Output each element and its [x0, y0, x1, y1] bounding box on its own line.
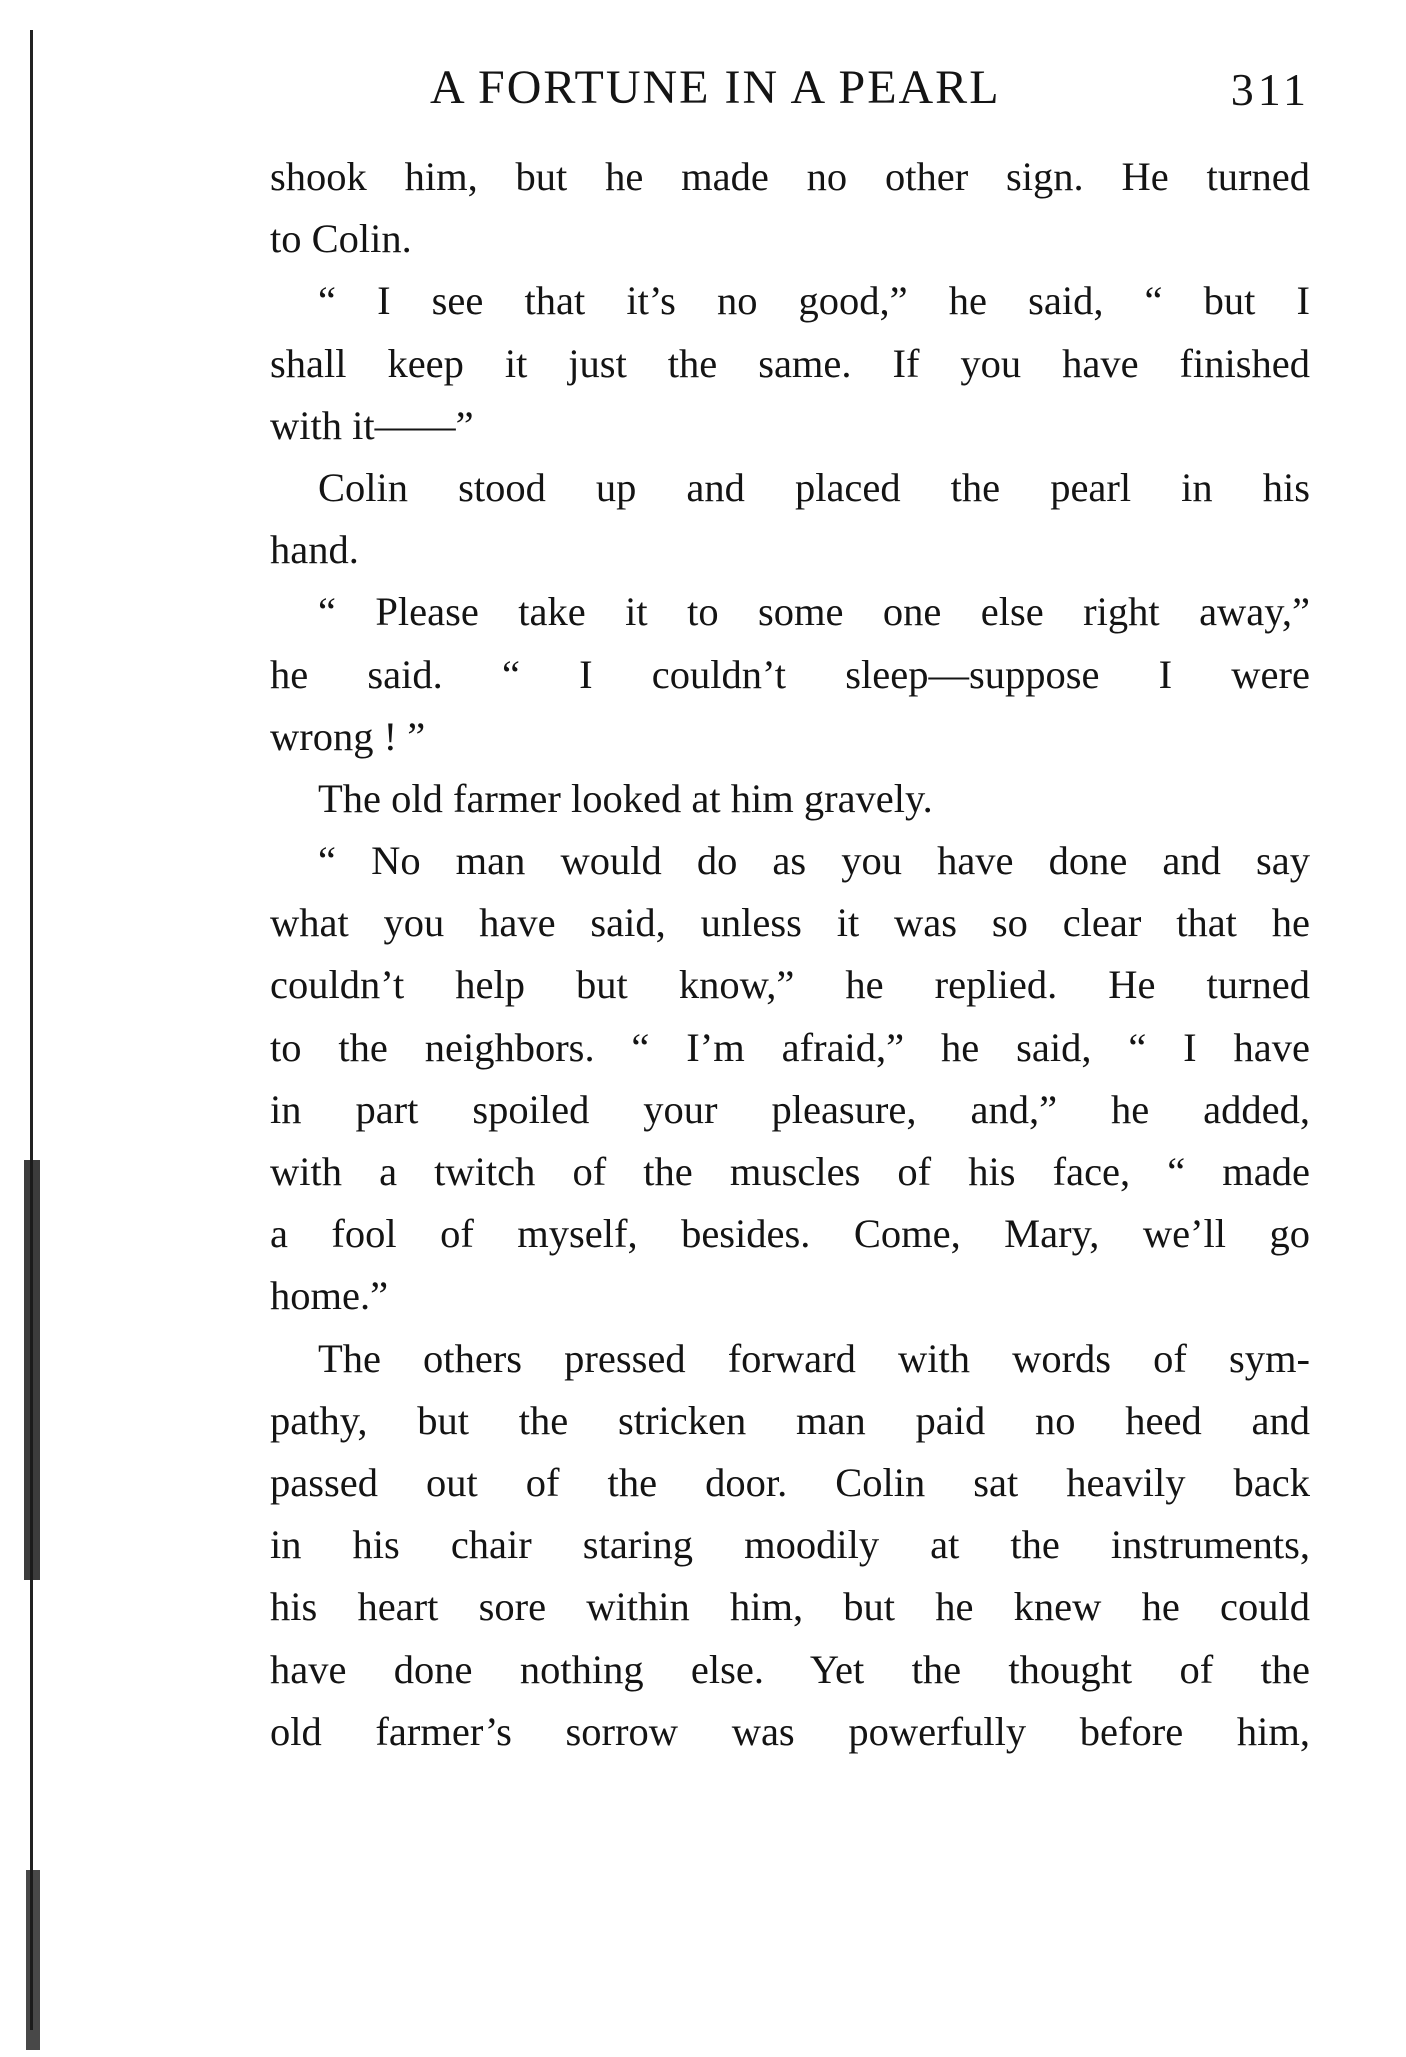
text-line: pathy, but the stricken man paid no heed and	[270, 1397, 1310, 1443]
text-line: shall keep it just the same. If you have finished	[270, 340, 1310, 386]
binding-shadow	[24, 1160, 40, 1580]
binding-shadow	[26, 1870, 40, 2050]
binding-line	[30, 30, 33, 2030]
page-number: 311	[1230, 64, 1310, 115]
running-title: A FORTUNE IN A PEARL	[430, 61, 1001, 114]
text-line: his heart sore within him, but he knew he could	[270, 1584, 1310, 1630]
page-header	[270, 58, 1310, 118]
text-line: he said. “ I couldn’t sleep—suppose I were	[270, 651, 1310, 697]
text-line: couldn’t help but know,” he replied. He turned	[270, 962, 1310, 1008]
text-line: “ No man would do as you have done and say	[318, 838, 1310, 884]
text-line: to Colin.	[270, 216, 412, 262]
text-line: Colin stood up and placed the pearl in his	[318, 464, 1310, 510]
text-line: with a twitch of the muscles of his face, “ made	[270, 1149, 1310, 1194]
text-line: hand.	[270, 527, 359, 573]
text-line: a fool of myself, besides. Come, Mary, we’ll go	[270, 1211, 1310, 1257]
text-line: The others pressed forward with words of sym-	[318, 1335, 1310, 1381]
text-line: with it——”	[270, 402, 474, 448]
text-line: in part spoiled your pleasure, and,” he added,	[270, 1086, 1310, 1132]
body-text	[270, 146, 1310, 1763]
text-line: in his chair staring moodily at the instruments,	[270, 1522, 1310, 1568]
text-line: “ Please take it to some one else right away,”	[318, 589, 1310, 635]
text-line: wrong ! ”	[270, 713, 426, 759]
text-line: what you have said, unless it was so clear that he	[270, 900, 1310, 946]
text-line: to the neighbors. “ I’m afraid,” he said, “ I have	[270, 1024, 1310, 1070]
text-line: old farmer’s sorrow was powerfully before him,	[270, 1708, 1310, 1754]
text-line: home.”	[270, 1273, 389, 1319]
text-line: passed out of the door. Colin sat heavily back	[270, 1459, 1310, 1505]
page-binding-edge	[24, 30, 38, 2030]
text-line: “ I see that it’s no good,” he said, “ but I	[318, 278, 1310, 324]
text-line: The old farmer looked at him gravely.	[318, 775, 933, 821]
text-line: have done nothing else. Yet the thought of the	[270, 1646, 1310, 1692]
text-line: shook him, but he made no other sign. He turned	[270, 154, 1310, 199]
